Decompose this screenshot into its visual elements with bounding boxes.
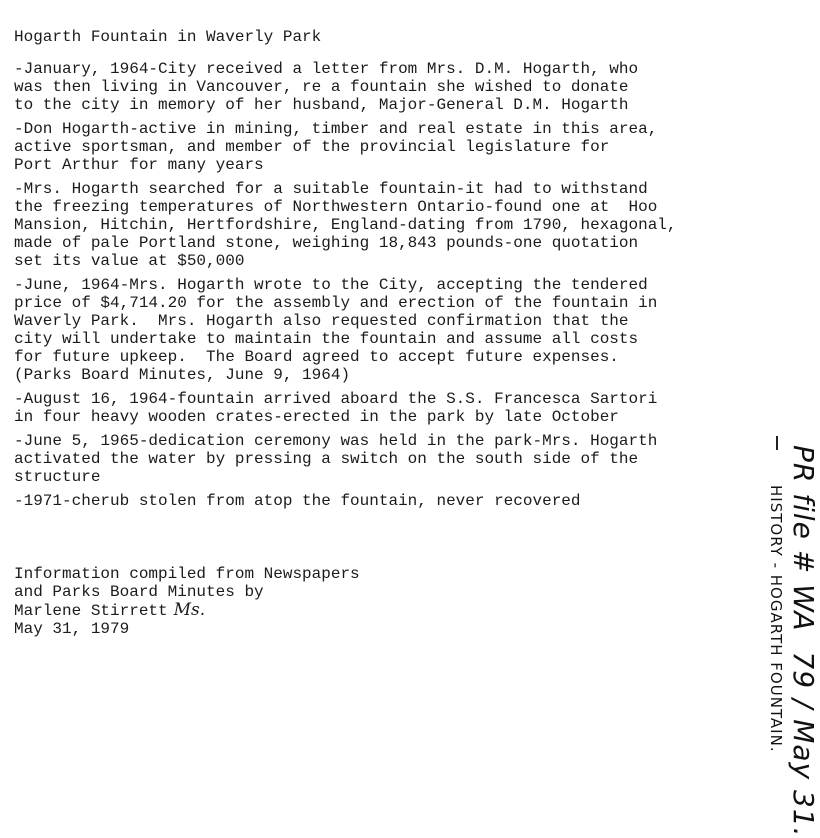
text-line: -Mrs. Hogarth searched for a suitable fountain-it had to withstand bbox=[14, 180, 648, 198]
text-line: price of $4,714.20 for the assembly and erection of the fountain in bbox=[14, 294, 658, 312]
paragraph-5 bbox=[14, 390, 754, 426]
text-line: the freezing temperatures of Northwestern Ontario-found one at Hoo bbox=[14, 198, 658, 216]
text-line: active sportsman, and member of the provincial legislature for bbox=[14, 138, 610, 156]
text-line: Waverly Park. Mrs. Hogarth also requested confirmation that the bbox=[14, 312, 629, 330]
text-line: (Parks Board Minutes, June 9, 1964) bbox=[14, 366, 351, 384]
credits-line: and Parks Board Minutes by bbox=[14, 583, 264, 601]
text-line: -June 5, 1965-dedication ceremony was held in the park-Mrs. Hogarth bbox=[14, 432, 658, 450]
text-line: Port Arthur for many years bbox=[14, 156, 264, 174]
paragraph-2 bbox=[14, 120, 754, 174]
subject-note: HISTORY - HOGARTH FOUNTAIN. bbox=[767, 485, 785, 753]
text-line: -August 16, 1964-fountain arrived aboard the S.S. Francesca Sartori bbox=[14, 390, 658, 408]
paragraph-list bbox=[14, 60, 754, 510]
paragraph-4 bbox=[14, 276, 754, 384]
paragraph-3 bbox=[14, 180, 754, 270]
text-line: Mansion, Hitchin, Hertfordshire, England-dating from 1790, hexagonal, bbox=[14, 216, 677, 234]
text-line: -1971-cherub stolen from atop the fountain, never recovered bbox=[14, 492, 581, 510]
text-line: -January, 1964-City received a letter from Mrs. D.M. Hogarth, who bbox=[14, 60, 639, 78]
author-line bbox=[14, 601, 360, 620]
paragraph-1 bbox=[14, 60, 754, 114]
text-line: -June, 1964-Mrs. Hogarth wrote to the City, accepting the tendered bbox=[14, 276, 648, 294]
compiler-credits bbox=[14, 565, 360, 638]
text-line: to the city in memory of her husband, Major-General D.M. Hogarth bbox=[14, 96, 629, 114]
document-title: Hogarth Fountain in Waverly Park bbox=[14, 28, 322, 46]
text-line: was then living in Vancouver, re a fountain she wished to donate bbox=[14, 78, 629, 96]
handwritten-initials: Ms. bbox=[173, 600, 206, 620]
date-line: May 31, 1979 bbox=[14, 620, 130, 638]
author-name: Marlene Stirrett bbox=[14, 602, 168, 620]
credits-line: Information compiled from Newspapers bbox=[14, 565, 360, 583]
document-body bbox=[14, 27, 754, 516]
text-line: set its value at $50,000 bbox=[14, 252, 245, 270]
handwritten-margin-note bbox=[756, 445, 820, 838]
paragraph-7 bbox=[14, 492, 754, 510]
paragraph-6 bbox=[14, 432, 754, 486]
text-line: structure bbox=[14, 468, 101, 486]
text-line: city will undertake to maintain the fountain and assume all costs bbox=[14, 330, 639, 348]
text-line: made of pale Portland stone, weighing 18,843 pounds-one quotation bbox=[14, 234, 639, 252]
file-reference: PR file # WA 79 / May 31. bbox=[787, 445, 820, 838]
text-line: activated the water by pressing a switch on the south side of the bbox=[14, 450, 639, 468]
text-line: -Don Hogarth-active in mining, timber and real estate in this area, bbox=[14, 120, 658, 138]
text-line: for future upkeep. The Board agreed to accept future expenses. bbox=[14, 348, 619, 366]
text-line: in four heavy wooden crates-erected in the park by late October bbox=[14, 408, 619, 426]
